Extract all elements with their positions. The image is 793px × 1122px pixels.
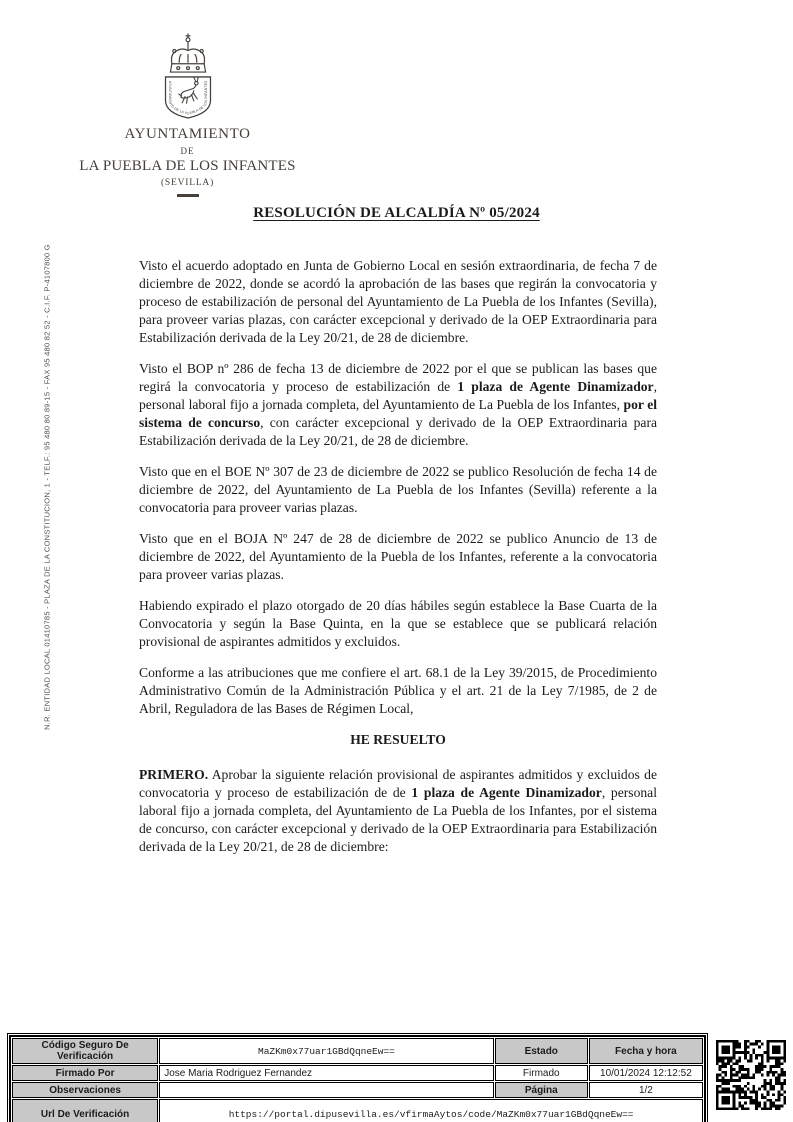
table-row: [12, 1038, 703, 1064]
firmado-por-value: Jose Maria Rodriguez Fernandez: [159, 1065, 493, 1081]
observaciones-value: [159, 1082, 493, 1098]
signature-verification-table: [9, 1035, 706, 1122]
observaciones-label: Observaciones: [12, 1082, 158, 1098]
org-name-line2: DE: [180, 146, 195, 156]
table-row: [12, 1065, 703, 1081]
estado-label: Estado: [495, 1038, 588, 1064]
org-name-line1: AYUNTAMIENTO: [124, 126, 251, 142]
letterhead-divider: [177, 194, 199, 197]
table-row: [12, 1099, 703, 1122]
estado-value: Firmado: [495, 1065, 588, 1081]
side-registration-text: N.R. ENTIDAD LOCAL 01410785 - PLAZA DE LA CONSTITUCION, 1 - TELF.: 95 480 80 89-15 - FAX 95 480 82 52 - C.I.F. P-4107800 G: [42, 244, 52, 730]
fecha-hora-label: Fecha y hora: [589, 1038, 703, 1064]
org-name-line3: LA PUEBLA DE LOS INFANTES: [79, 158, 296, 174]
coat-of-arms-icon: [144, 26, 232, 122]
deer-emblem-icon: [178, 77, 198, 103]
url-verificacion-value: https://portal.dipusevilla.es/vfirmaAytos/code/MaZKm0x77uar1GBdQqneEw==: [159, 1099, 703, 1122]
letterhead: [60, 26, 315, 197]
he-resuelto-heading: HE RESUELTO: [350, 732, 446, 747]
firmado-por-label: Firmado Por: [12, 1065, 158, 1081]
document-title: RESOLUCIÓN DE ALCALDÍA Nº 05/2024: [253, 205, 540, 221]
shield-ring-text: AYUNTAMIENTO DE LA PUEBLA DE LOS INFANTES: [167, 80, 208, 116]
csv-value: MaZKm0x77uar1GBdQqneEw==: [159, 1038, 493, 1064]
qr-code-svg: [713, 1037, 789, 1113]
org-name-line4: (SEVILLA): [160, 178, 215, 188]
table-row: [12, 1082, 703, 1098]
pagina-value: 1/2: [589, 1082, 703, 1098]
paragraph-visto-boe: Visto que en el BOE Nº 307 de 23 de diciembre de 2022 se publico Resolución de fecha 14 de diciembre de 2022, del Ayuntamiento de La Puebla de los Infantes (Sevilla) referente a la convocatoria para proveer varias plazas.: [139, 464, 657, 515]
paragraph-plazo: Habiendo expirado el plazo otorgado de 20 días hábiles según establece la Base Cuarta de la Convocatoria y según la Base Quinta, en la que se establece que se publicará relación provisional de aspirantes admitidos y excluidos.: [139, 598, 657, 649]
paragraph-atribuciones: Conforme a las atribuciones que me confiere el art. 68.1 de la Ley 39/2015, de Procedimiento Administrativo Común de la Administración Pública y el art. 21 de la Ley 7/1985, de 2 de Abril, Reguladora de las Bases de Régimen Local,: [139, 665, 657, 716]
paragraph-visto-bop: Visto el BOP nº 286 de fecha 13 de diciembre de 2022 por el que se publican las bases que regirá la convocatoria y proceso de estabilización de 1 plaza de Agente Dinamizador, personal laboral fijo a jornada completa, del Ayuntamiento de La Puebla de los Infantes, por el sistema de concurso, con carácter excepcional y derivado de la OEP Extraordinaria para Estabilización derivada de la Ley 20/21, de 28 de diciembre.: [139, 361, 657, 448]
url-verificacion-label: Url De Verificación: [12, 1099, 158, 1122]
csv-label: Código Seguro De Verificación: [12, 1038, 158, 1064]
qr-code: [713, 1037, 789, 1113]
paragraph-primero: PRIMERO. Aprobar la siguiente relación provisional de aspirantes admitidos y excluidos de convocatoria y proceso de estabilización de de 1 plaza de Agente Dinamizador, personal laboral fijo a jornada completa, del Ayuntamiento de La Puebla de los Infantes, por el sistema de concurso, con carácter excepcional y derivado de la OEP Extraordinaria para Estabilización derivada de la Ley 20/21, de 28 de diciembre:: [139, 767, 657, 854]
document-body: [139, 257, 657, 869]
pagina-label: Página: [495, 1082, 588, 1098]
paragraph-visto-boja: Visto que en el BOJA Nº 247 de 28 de diciembre de 2022 se publico Anuncio de 13 de diciembre de 2022, del Ayuntamiento de la Puebla de los Infantes, referente a la convocatoria para proveer varias plazas.: [139, 531, 657, 582]
paragraph-visto-acuerdo: Visto el acuerdo adoptado en Junta de Gobierno Local en sesión extraordinaria, de fecha 7 de diciembre de 2022, donde se acordó la aprobación de las bases que regirán la convocatoria y proceso de estabilización de personal del Ayuntamiento de La Puebla de los Infantes (Sevilla), para proveer varias plazas, con carácter excepcional y derivado de la OEP Extraordinaria para Estabilización derivada de la Ley 20/21, de 28 de diciembre.: [139, 258, 657, 345]
fecha-hora-value: 10/01/2024 12:12:52: [589, 1065, 703, 1081]
